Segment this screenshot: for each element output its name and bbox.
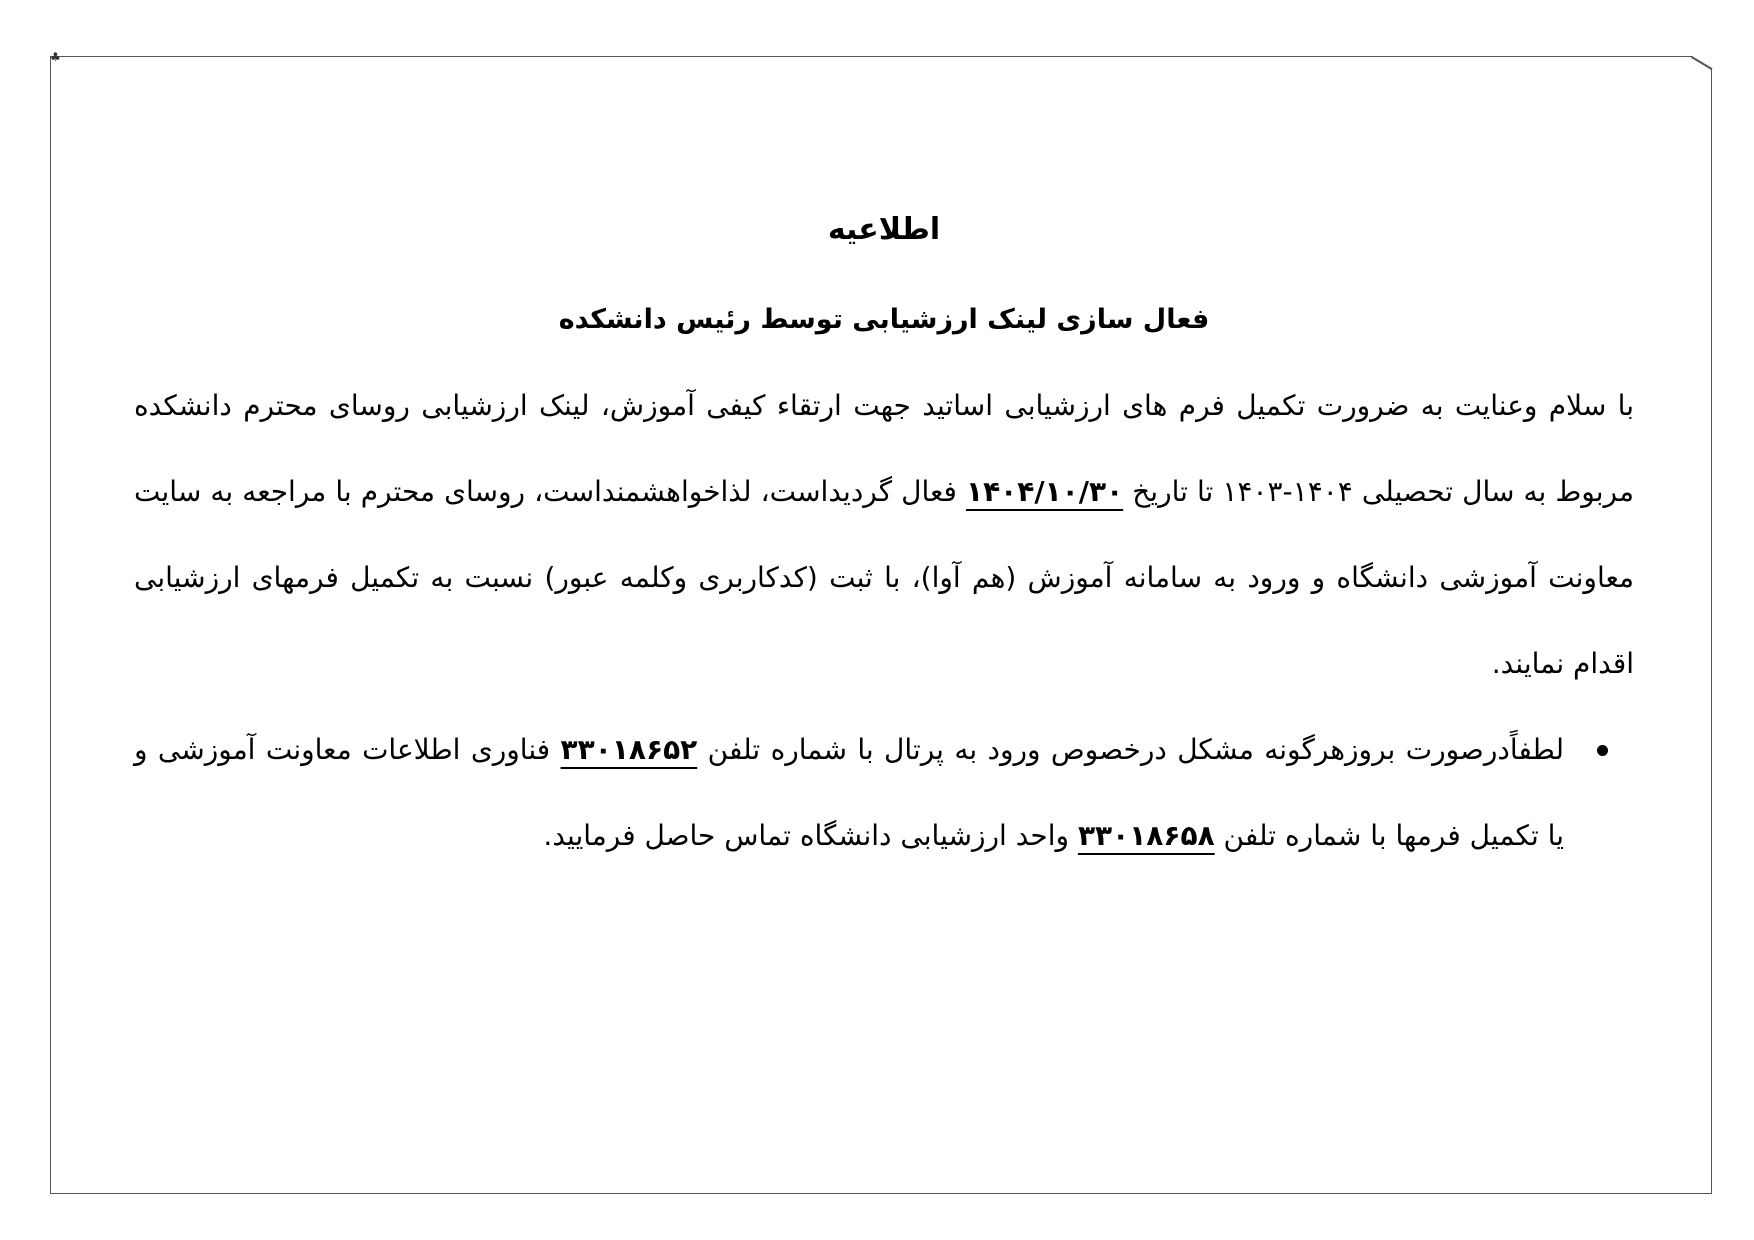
corner-mark-icon: ♣ bbox=[50, 50, 61, 64]
announcement-content bbox=[134, 200, 1634, 879]
note-text-part1: لطفاًدرصورت بروزهرگونه مشکل درخصوص ورود به پرتال با شماره تلفن bbox=[697, 733, 1565, 766]
phone-number-it: ۳۳۰۱۸۶۵۲ bbox=[560, 733, 698, 766]
announcement-body bbox=[134, 363, 1634, 707]
body-text-part2: فعال گردیداست، لذاخواهشمنداست، روسای محترم با مراجعه به سایت معاونت آموزشی دانشگاه و ورود به سامانه آموزش (هم آوا)، با ثبت (کدکاربری وکلمه عبور) نسبت به تکمیل فرمهای ارزشیابی اقدام نمایند. bbox=[134, 475, 1634, 680]
list-item bbox=[134, 707, 1634, 879]
announcement-subtitle: فعال سازی لینک ارزشیابی توسط رئیس دانشکده bbox=[558, 304, 1210, 335]
bullet-icon bbox=[1597, 745, 1608, 756]
body-text-part1: با سلام وعنایت به ضرورت تکمیل فرم های ارزشیابی اساتید جهت ارتقاء کیفی آموزش، لینک ارزشیابی روسای محترم دانشکده مربوط به سال تحصیلی ۱۴۰۴-۱۴۰۳ تا تاریخ bbox=[134, 389, 1635, 508]
announcement-title: اطلاعیه bbox=[827, 212, 941, 247]
phone-number-evaluation: ۳۳۰۱۸۶۵۸ bbox=[1077, 819, 1215, 852]
deadline-date: ۱۴۰۴/۱۰/۳۰ bbox=[965, 475, 1124, 508]
note-text-part2: فناوری اطلاعات معاونت آموزشی و یا تکمیل فرمها با شماره تلفن bbox=[134, 733, 1564, 852]
notes-list bbox=[134, 707, 1634, 879]
note-text-part3: واحد ارزشیابی دانشگاه تماس حاصل فرمایید. bbox=[543, 819, 1078, 852]
